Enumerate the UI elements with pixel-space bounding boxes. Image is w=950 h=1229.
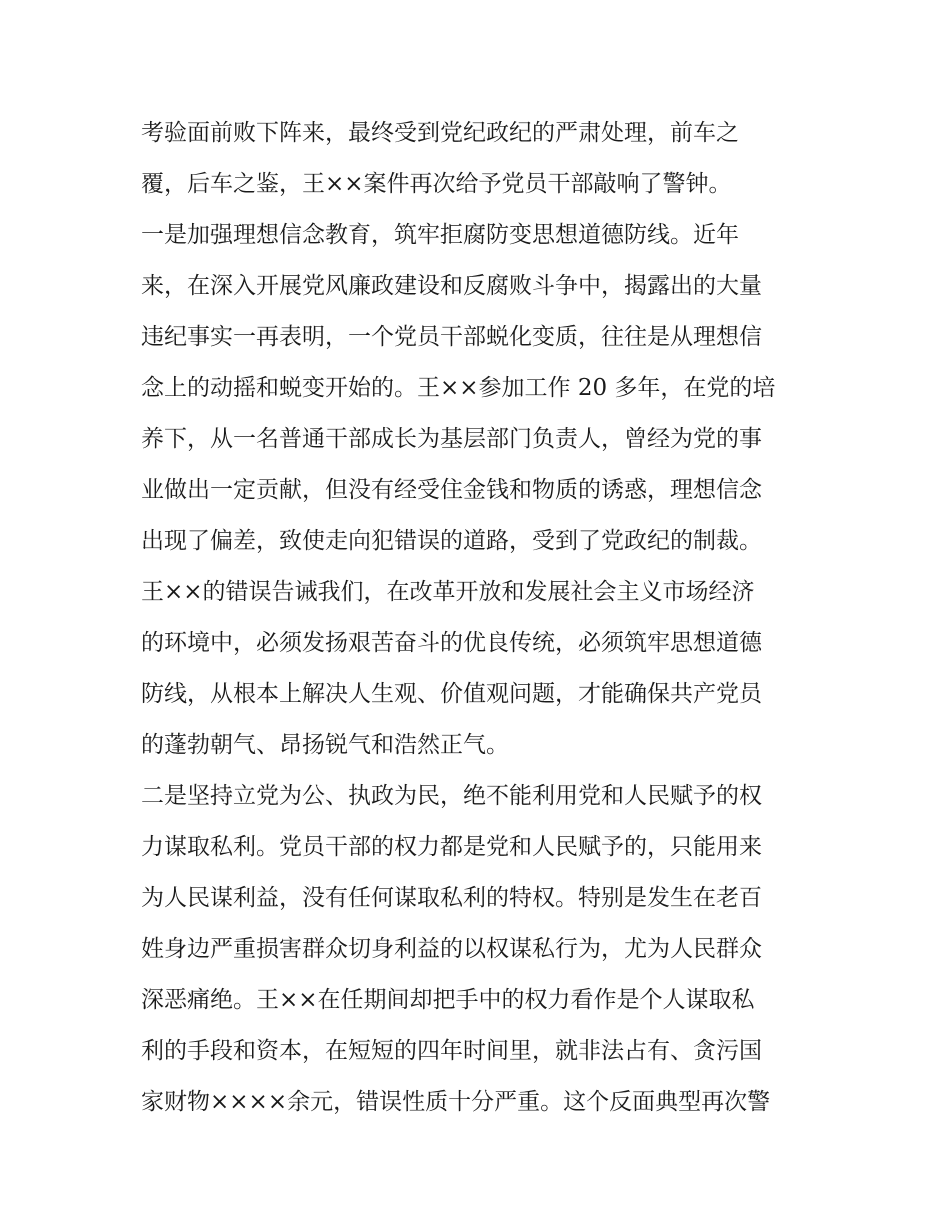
text-line: 覆，后车之鉴，王××案件再次给予党员干部敲响了警钟。 [141,171,732,197]
text-line: 二是坚持立党为公、执政为民，绝不能利用党和人民赋予的权 [141,783,762,809]
text-line: 的蓬勃朝气、昂扬锐气和浩然正气。 [141,732,509,758]
text-line: 为人民谋利益，没有任何谋取私利的特权。特别是发生在老百 [141,885,762,911]
text-line: 姓身边严重损害群众切身利益的以权谋私行为，尤为人民群众 [141,936,762,962]
text-line: 深恶痛绝。王××在任期间却把手中的权力看作是个人谋取私 [141,987,755,1013]
text-line: 力谋取私利。党员干部的权力都是党和人民赋予的，只能用来 [141,834,762,860]
text-line: 王××的错误告诫我们，在改革开放和发展社会主义市场经济 [141,579,755,605]
text-line: 利的手段和资本，在短短的四年时间里，就非法占有、贪污国 [141,1038,762,1064]
text-line: 违纪事实一再表明，一个党员干部蜕化变质，往往是从理想信 [141,324,762,350]
text-line: 养下，从一名普通干部成长为基层部门负责人，曾经为党的事 [141,426,762,452]
text-line: 来，在深入开展党风廉政建设和反腐败斗争中，揭露出的大量 [141,273,762,299]
text-line: 一是加强理想信念教育，筑牢拒腐防变思想道德防线。近年 [141,222,739,248]
text-line: 防线，从根本上解决人生观、价值观问题，才能确保共产党员 [141,681,762,707]
text-line: 的环境中，必须发扬艰苦奋斗的优良传统，必须筑牢思想道德 [141,630,762,656]
document-body [141,108,821,1128]
text-line: 念上的动摇和蜕变开始的。王××参加工作 20 多年，在党的培 [141,375,776,401]
text-line: 业做出一定贡献，但没有经受住金钱和物质的诱惑，理想信念 [141,477,762,503]
text-line: 考验面前败下阵来，最终受到党纪政纪的严肃处理，前车之 [141,120,739,146]
text-line: 家财物××××余元，错误性质十分严重。这个反面典型再次警 [141,1089,771,1115]
text-line: 出现了偏差，致使走向犯错误的道路，受到了党政纪的制裁。 [141,528,762,554]
